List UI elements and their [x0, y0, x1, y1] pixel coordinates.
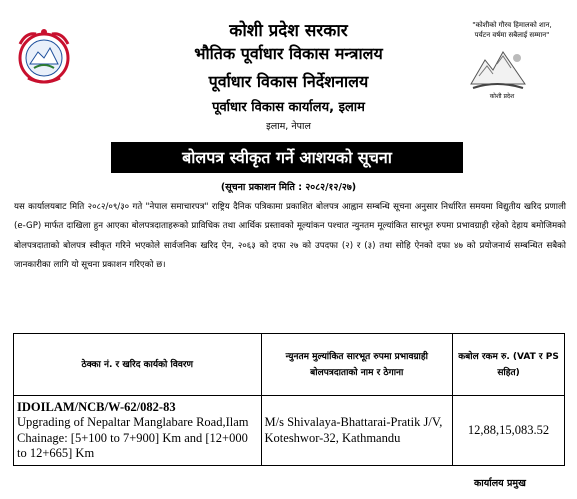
cell-bidder: M/s Shivalaya-Bhattarai-Pratik J/V, Koteshwor-32, Kathmandu — [261, 396, 453, 466]
table-row — [14, 396, 565, 466]
slogan-line-2: पर्यटन वर्षमा सबैलाई सम्मान" — [474, 31, 550, 39]
office-name: पूर्वाधार विकास कार्यालय, इलाम — [212, 100, 365, 115]
contract-number: IDOILAM/NCB/W-62/082-83 — [17, 399, 176, 414]
signature-label: कार्यालय प्रमुख — [474, 478, 526, 489]
notice-title: बोलपत्र स्वीकृत गर्ने आशयको सूचना — [111, 142, 463, 173]
work-description: Upgrading of Nepaltar Manglabare Road,Ilam Chainage: [5+100 to 7+900] Km and [12+000 to 12+665] Km — [17, 415, 249, 460]
publish-date: (सूचना प्रकाशन मिति : २०८२/१२/२७) — [220, 182, 357, 193]
directorate-name: पूर्वाधार विकास निर्देशनालय — [208, 72, 369, 91]
office-address: इलाम, नेपाल — [266, 121, 311, 132]
slogan-line-1: "कोशीको गौरव हिमालको शान, — [472, 21, 552, 29]
header-amount: कबोल रकम रु. (VAT र PS सहित) — [453, 334, 565, 396]
award-table — [13, 333, 565, 466]
table-header-row — [14, 334, 565, 396]
logo-caption: कोशी प्रदेश — [489, 93, 515, 100]
notice-body: यस कार्यालयबाट मिति २०८२/०९/३० गते "नेपाल समाचारपत्र" राष्ट्रिय दैनिक पत्रिकामा प्रकाशित बोलपत्र आह्वान सम्बन्धि सूचना अनुसार निर्धारित समयमा विद्युतीय खरिद प्रणाली (e-GP) मार्फत दाखिला हुन आएका बोलपत्रदाताहरूको प्राविधिक तथा आर्थिक प्रस्तावको मूल्यांकन पश्चात न्युनतम मूल्यांकित सारभूत रुपमा प्रभावग्राही रहेको देहाय बमोजिमको बोलपत्रदाताको बोलपत्र स्वीकृत गरिने भएकोले सार्वजनिक खरिद ऐन, २०६३ को दफा २७ को उपदफा (२) र (३) तथा सोहि ऐनको दफा ४७ को प्रयोजनार्थ सम्बन्धित सबैको जानकारीका लागि यो सूचना प्रकाशन गरिएको छ। — [14, 202, 566, 270]
cell-contract — [14, 396, 262, 466]
government-name: कोशी प्रदेश सरकार — [229, 21, 348, 41]
ministry-name: भौतिक पूर्वाधार विकास मन्त्रालय — [194, 44, 383, 63]
header-bidder: न्युनतम मुल्यांकित सारभूत रुपमा प्रभावग्राही बोलपत्रदाताको नाम र ठेगाना — [261, 334, 453, 396]
cell-amount: 12,88,15,083.52 — [453, 396, 565, 466]
header-contract: ठेक्का नं. र खरिद कार्यको विवरण — [14, 334, 262, 396]
